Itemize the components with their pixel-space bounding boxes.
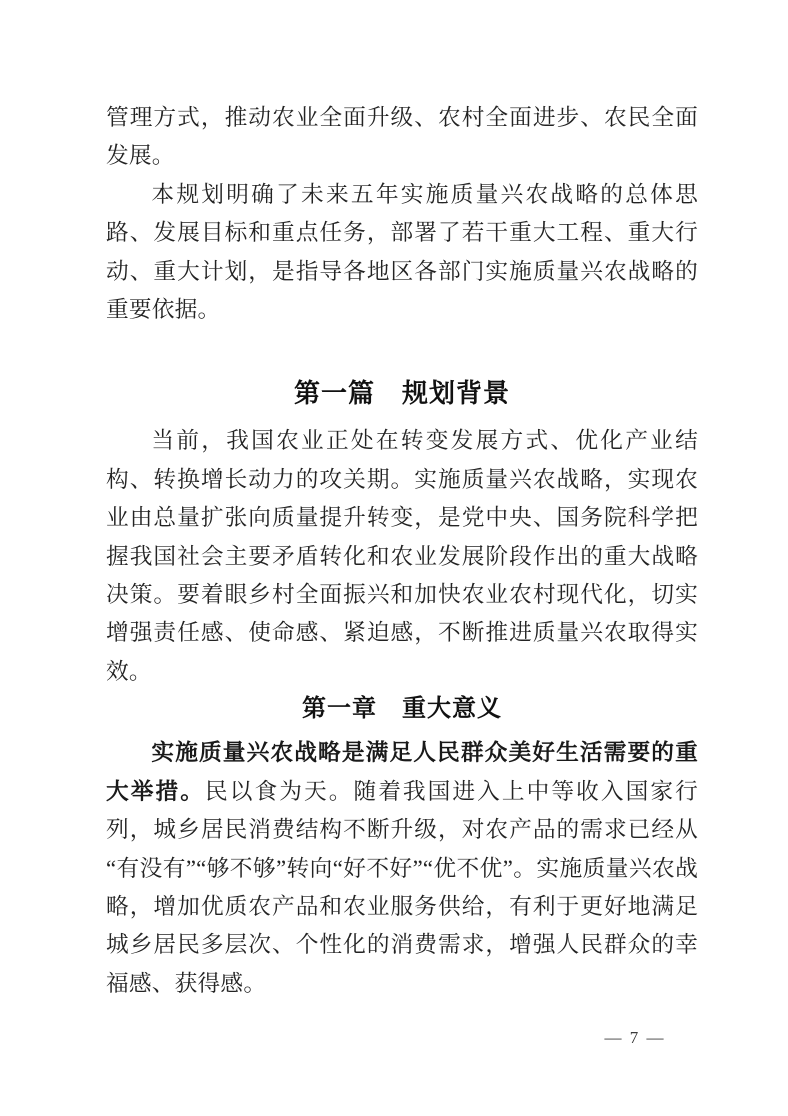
chapter-heading: 第一章 重大意义 — [302, 695, 502, 723]
significance-body-text: 民以食为天。随着我国进入上中等收入国家行列，城乡居民消费结构不断升级，对农产品的需求已经从“有没有”“够不够”转向“好不好”“优不优”。实施质量兴农战略，增加优质农产品和农业服务供给，有利于更好地满足城乡居民多层次、个性化的消费需求，增强人民群众的幸福感、获得感。 — [106, 778, 698, 996]
page-number: — 7 — — [604, 1028, 666, 1047]
paragraph-plan-overview: 本规划明确了未来五年实施质量兴农战略的总体思路、发展目标和重点任务，部署了若干重大工程、重大行动、重大计划，是指导各地区各部门实施质量兴农战略的重要依据。 — [106, 181, 698, 323]
paragraph-continuation: 管理方式，推动农业全面升级、农村全面进步、农民全面发展。 — [106, 105, 698, 169]
significance-bold-lead: 实施质量兴农战略是满足人民群众美好生活需要的重大举措。 — [106, 740, 698, 804]
page-content — [106, 0, 698, 1003]
paragraph-background: 当前，我国农业正处在转变发展方式、优化产业结构、转换增长动力的攻关期。实施质量兴农战略，实现农业由总量扩张向质量提升转变，是党中央、国务院科学把握我国社会主要矛盾转化和农业发展阶段作出的重大战略决策。要着眼乡村全面振兴和加快农业农村现代化，切实增强责任感、使命感、紧迫感，不断推进质量兴农取得实效。 — [106, 428, 698, 684]
paragraph-significance — [106, 734, 698, 1003]
part-heading: 第一篇 规划背景 — [293, 378, 510, 409]
